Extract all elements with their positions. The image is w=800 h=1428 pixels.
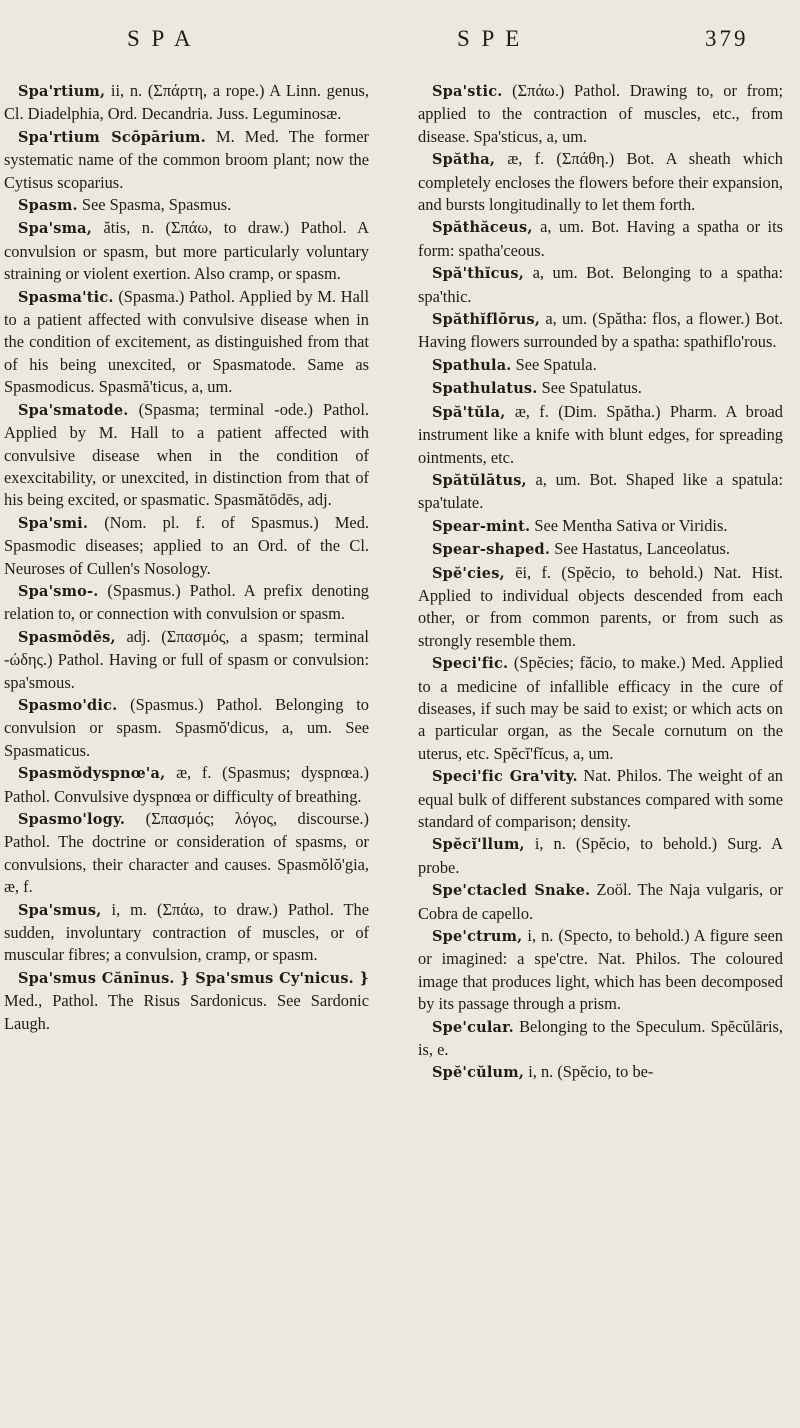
entry-definition: æ, f. (Spasmus; dyspnœa.) Pathol. Convulsive dyspnœa or difficulty of breathing. — [4, 763, 369, 806]
entry-headword: Spa'smus Cănīnus. } Spa'smus Cy'nicus. } — [18, 969, 369, 987]
dictionary-entry — [4, 286, 369, 399]
entry-headword: Spa'sma, — [18, 220, 92, 238]
entry-headword: Spĕ'cŭlum, — [432, 1064, 525, 1082]
dictionary-entry — [418, 354, 783, 377]
dictionary-entry — [4, 80, 369, 126]
header-center: S P E — [457, 26, 523, 51]
entry-definition: (Σπάω.) Pathol. Drawing to, or from; applied to the contraction of muscles, etc., from disease. Spa'sticus, a, um. — [418, 81, 783, 146]
dictionary-entry — [418, 148, 783, 216]
dictionary-entry — [4, 580, 369, 626]
dictionary-entry — [418, 833, 783, 879]
left-column — [4, 80, 369, 1415]
entry-definition: See Spasma, Spasmus. — [77, 195, 232, 215]
dictionary-entry — [418, 538, 783, 561]
entry-definition: i, n. (Spĕcio, to be- — [524, 1062, 654, 1082]
entry-headword: Spătŭlātus, — [432, 471, 527, 489]
dictionary-entry — [418, 401, 783, 469]
entry-headword: Spăthăceus, — [432, 219, 533, 237]
entry-definition: æ, f. (Σπάθη.) Bot. A sheath which completely encloses the flowers before their expansion, and bursts longitudinally to let them forth. — [418, 149, 783, 215]
entry-definition: Zoöl. The Naja vulgaris, or Cobra de capello. — [418, 880, 783, 923]
entry-headword: Spasmo'dic. — [18, 696, 118, 714]
entry-definition: See Mentha Sativa or Viridis. — [530, 515, 728, 535]
entry-headword: Speci'fic Gra'vity. — [432, 768, 578, 786]
entry-definition: (Nom. pl. f. of Spasmus.) Med. Spasmodic diseases; applied to an Ord. of the Cl. Neuroses of Cullen's Nosology. — [4, 512, 369, 578]
entry-definition: i, n. (Spĕcio, to behold.) Surg. A probe. — [418, 834, 783, 877]
dictionary-entry — [418, 879, 783, 925]
entry-definition: adj. (Σπασμός, a spasm; terminal -ώδης.) Pathol. Having or full of spasm or convulsion: spa'smous. — [4, 626, 369, 692]
dictionary-entry — [4, 899, 369, 967]
dictionary-entry — [4, 126, 369, 194]
entry-definition: (Spasma; terminal -ode.) Pathol. Applied by M. Hall to a patient affected with convulsive disease when in the condition of exexcitability, or unexcited, in distinction from that of his being excited, or spasmatic. Spasmătōdēs, adj. — [4, 399, 369, 510]
entry-headword: Spa'smi. — [18, 514, 89, 532]
entry-headword: Spa'smatode. — [18, 401, 129, 419]
entry-definition: M. Med. The former systematic name of the common broom plant; now the Cytisus scoparius. — [4, 126, 369, 192]
entry-headword: Spĕ'cies, — [432, 564, 505, 582]
dictionary-entry — [418, 925, 783, 1016]
entry-definition: a, um. Bot. Belonging to a spatha: spa'thic. — [418, 263, 783, 306]
dictionary-entry — [4, 626, 369, 694]
entry-headword: Spă'tŭla, — [432, 403, 506, 421]
dictionary-entry — [4, 512, 369, 580]
running-header — [0, 26, 800, 62]
dictionary-entry — [418, 308, 783, 354]
dictionary-entry — [4, 399, 369, 512]
entry-definition: (Spasmus.) Pathol. Belonging to convulsion or spasm. Spasmŏ'dicus, a, um. See Spasmaticus. — [4, 694, 369, 760]
entry-definition: Nat. Philos. The weight of an equal bulk of different substances compared with some standard of comparison; density. — [418, 766, 783, 831]
entry-headword: Spear-mint. — [432, 517, 531, 535]
dictionary-entry — [418, 1061, 783, 1084]
dictionary-entry — [4, 762, 369, 808]
right-column — [418, 80, 783, 1415]
dictionary-entry — [418, 652, 783, 765]
entry-headword: Spasma'tic. — [18, 288, 114, 306]
entry-definition: ēi, f. (Spĕcio, to behold.) Nat. Hist. Applied to individual objects descended from each other, or from common parents, or from such as strongly resemble them. — [418, 562, 783, 650]
entry-headword: Spathula. — [432, 356, 512, 374]
entry-headword: Spa'smus, — [18, 901, 102, 919]
entry-headword: Spă'thĭcus, — [432, 265, 524, 283]
dictionary-entry — [418, 515, 783, 538]
entry-definition: æ, f. (Dim. Spătha.) Pharm. A broad instrument like a knife with blunt edges, for spreading ointments, etc. — [418, 401, 783, 467]
dictionary-entry — [418, 262, 783, 308]
entry-headword: Spăthĭflōrus, — [432, 311, 541, 329]
entry-headword: Spătha, — [432, 151, 496, 169]
entry-headword: Spe'cular. — [432, 1018, 514, 1036]
dictionary-entry — [4, 194, 369, 217]
entry-definition: (Σπασμός; λόγος, discourse.) Pathol. The doctrine or consideration of spasms, or convulsions, their character and causes. Spasmŏlŏ'gia, æ, f. — [4, 809, 369, 897]
entry-definition: (Spasmus.) Pathol. A prefix denoting relation to, or connection with convulsion or spasm. — [4, 580, 369, 624]
entry-definition: See Spatula. — [511, 354, 597, 374]
dictionary-entry — [4, 967, 369, 1035]
entry-headword: Spasmōdēs, — [18, 628, 116, 646]
entry-headword: Spasmŏdyspnœ'a, — [18, 765, 166, 783]
entry-definition: a, um. Bot. Having a spatha or its form: spatha'ceous. — [418, 217, 783, 260]
page-number: 379 — [705, 26, 749, 51]
entry-definition: (Spasma.) Pathol. Applied by M. Hall to a patient affected with convulsive disease when in the condition of excitement, as distinguished from that of his being unexcited, or Spasmatode. Same as Spasmodicus. Spasmă'ticus, a, um. — [4, 286, 369, 397]
entry-headword: Spa'rtium Scōpārium. — [18, 128, 206, 146]
entry-definition: a, um. (Spătha: flos, a flower.) Bot. Having flowers surrounded by a spatha: spathiflo'rous. — [418, 309, 783, 352]
header-left: S P A — [127, 26, 194, 51]
entry-definition: Belonging to the Speculum. Spĕcŭlāris, is, e. — [418, 1016, 783, 1060]
entry-headword: Spe'ctacled Snake. — [432, 882, 591, 900]
entry-headword: Spa'stic. — [432, 83, 503, 100]
entry-headword: Spear-shaped. — [432, 541, 551, 559]
entry-headword: Spa'smo-. — [18, 582, 99, 600]
dictionary-entry — [4, 217, 369, 285]
entry-definition: i, m. (Σπάω, to draw.) Pathol. The sudden, involuntary contraction of muscles, or of muscular fibres; a convulsion, cramp, or spasm. — [4, 899, 369, 965]
dictionary-entry — [418, 216, 783, 262]
dictionary-entry — [418, 562, 783, 653]
entry-definition: i, n. (Specto, to behold.) A figure seen or imagined: a spe'ctre. Nat. Philos. The coloured image that produces light, which has been decomposed by its passage through a prism. — [418, 926, 783, 1014]
entry-headword: Spasm. — [18, 197, 78, 215]
entry-headword: Spa'rtium, — [18, 83, 106, 100]
dictionary-entry — [4, 694, 369, 762]
entry-headword: Spe'ctrum, — [432, 928, 523, 946]
dictionary-entry — [418, 469, 783, 515]
entry-definition: ii, n. (Σπάρτη, a rope.) A Linn. genus, Cl. Diadelphia, Ord. Decandria. Juss. Leguminosæ. — [4, 81, 369, 124]
entry-definition: See Spatulatus. — [537, 378, 642, 398]
entry-headword: Spĕcĭ'llum, — [432, 836, 525, 854]
dictionary-entry — [418, 80, 783, 148]
entry-headword: Spasmo'logy. — [18, 811, 126, 828]
entry-definition: ătis, n. (Σπάω, to draw.) Pathol. A convulsion or spasm, but more particularly voluntary straining or violent exertion. Also cramp, or spasm. — [4, 218, 369, 284]
dictionary-entry — [4, 808, 369, 899]
dictionary-entry — [418, 377, 783, 400]
dictionary-entry — [418, 1016, 783, 1062]
entry-definition: (Spĕcies; făcio, to make.) Med. Applied to a medicine of infallible efficacy in the cure of diseases, if such may be said to exist; or which acts on a particular organ, as the Secale cornutum on the uterus, etc. Spĕcĭ'fĭcus, a, um. — [418, 653, 783, 763]
entry-headword: Speci'fic. — [432, 655, 509, 673]
entry-definition: See Hastatus, Lanceolatus. — [550, 539, 730, 559]
entry-headword: Spathulatus. — [432, 380, 538, 398]
entry-definition: a, um. Bot. Shaped like a spatula: spa'tulate. — [418, 469, 783, 513]
dictionary-entry — [418, 765, 783, 833]
entry-definition: Med., Pathol. The Risus Sardonicus. See Sardonic Laugh. — [4, 991, 369, 1033]
